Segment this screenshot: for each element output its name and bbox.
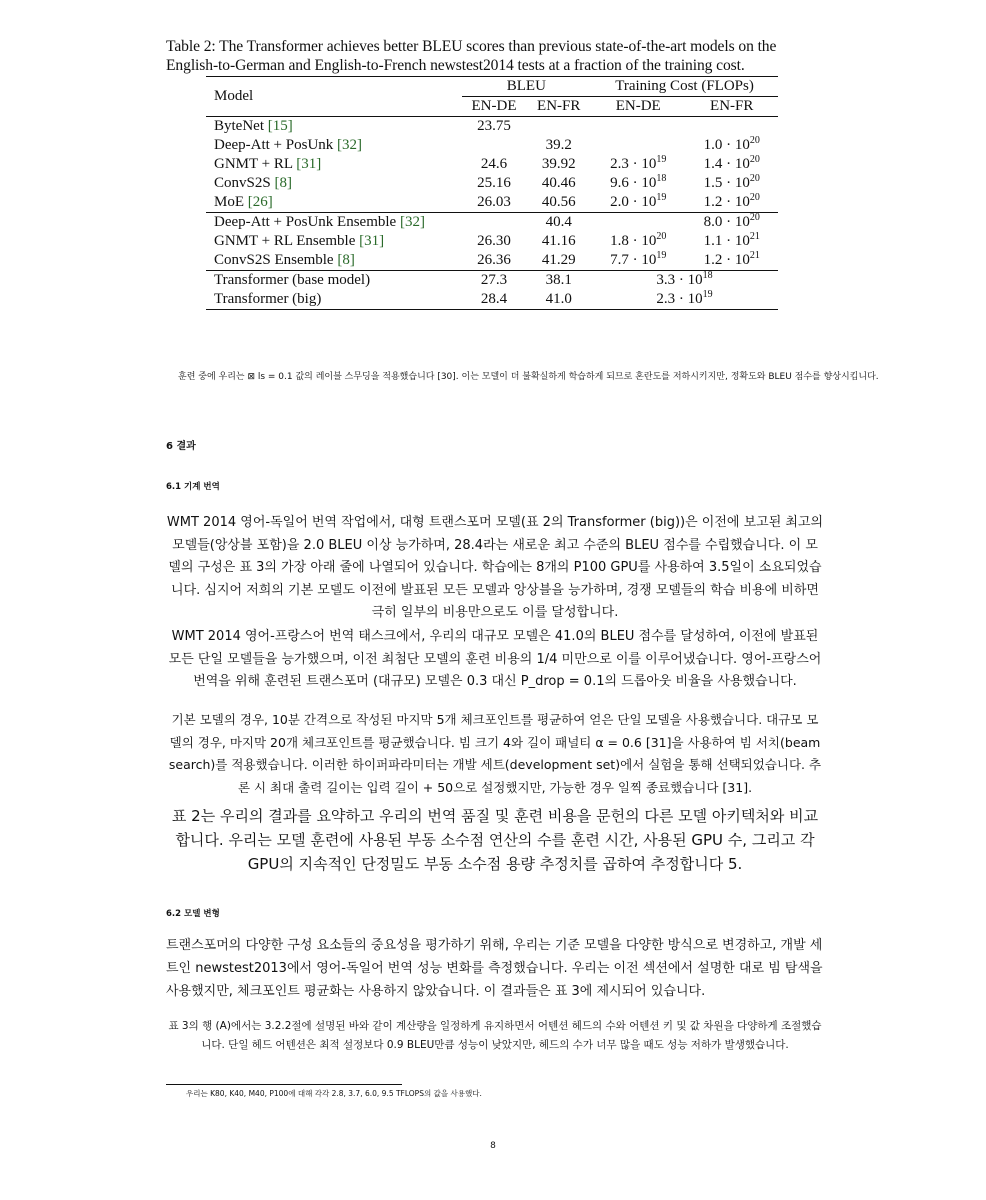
model-name: ConvS2S [ 8 ]	[206, 174, 462, 193]
table-row	[206, 136, 778, 155]
model-name: MoE [ 26 ]	[206, 193, 462, 213]
citation-link[interactable]: [ 8 ]	[337, 252, 355, 268]
label-smoothing-note: 훈련 중에 우리는 ⊠ ls = 0.1 값의 레이블 스무딩을 적용했습니다 [30]. 이는 모델이 더 불확실하게 학습하게 되므로 혼란도를 저하시키지만, 정확도와 BLEU 점수를 향상시킵니다.	[178, 372, 879, 382]
cost-en-de	[591, 117, 685, 137]
header-training-cost: Training Cost (FLOPs)	[591, 77, 778, 97]
header-bleu: BLEU	[462, 77, 591, 97]
page-number: 8	[490, 1141, 496, 1151]
bleu-en-de: 24.6	[480, 156, 508, 172]
cost-en-fr: $1.2 \cdot 10^{20}$	[703, 192, 760, 210]
bleu-en-de: 26.36	[477, 252, 511, 268]
bleu-en-de: 26.03	[477, 194, 511, 210]
paragraph: 표 3의 행 (A)에서는 3.2.2절에 설명된 바와 같이 계산량을 일정하게 유지하면서 어텐션 헤드의 수와 어텐션 키 및 값 차원을 다양하게 조절했습니다. 단일 헤드 어텐션은 최적 설정보다 0.9 BLEU만큼 성능이 낮았지만, 헤드의 수가 너무 많을 때도 성능 저하가 발생했습니다.	[168, 1020, 822, 1051]
table-row	[206, 251, 778, 271]
paragraph: 표 2는 우리의 결과를 요약하고 우리의 번역 품질 및 훈련 비용을 문헌의 다른 모델 아키텍처와 비교합니다. 우리는 모델 훈련에 사용된 부동 소수점 연산의 수를 훈련 시간, 사용된 GPU 수, 그리고 각 GPU의 지속적인 단정밀도 부동 소수점 용량 추정치를 곱하여 추정합니다 5.	[171, 807, 819, 873]
cost-en-fr: $1.5 \cdot 10^{20}$	[703, 173, 760, 191]
cost-en-fr: $1.1 \cdot 10^{21}$	[703, 231, 760, 249]
cost-en-fr: $1.2 \cdot 10^{21}$	[703, 250, 760, 268]
cost-en-de: $1.8 \cdot 10^{20}$	[610, 231, 667, 249]
table-row	[206, 174, 778, 193]
header-cost-en-de: EN-DE	[615, 98, 661, 114]
table-row	[206, 271, 778, 291]
bleu-en-fr: 39.92	[541, 156, 576, 172]
cost-en-fr: $1.4 \cdot 10^{20}$	[703, 154, 760, 172]
header-model: Model	[206, 77, 462, 117]
header-cost-en-fr: EN-FR	[710, 98, 754, 114]
table-row	[206, 193, 778, 213]
table-body	[206, 117, 778, 271]
model-name: GNMT + RL Ensemble [ 31 ]	[206, 232, 462, 251]
cost-en-de: $2.3 \cdot 10^{19}$	[610, 154, 667, 172]
paragraph: WMT 2014 영어-독일어 번역 작업에서, 대형 트랜스포머 모델(표 2의 Transformer (big))은 이전에 보고된 최고의 모델들(앙상블 포함)을 2.0 BLEU 이상 능가하며, 28.4라는 새로운 최고 수준의 BLEU 점수를 수립했습니다. 이 모델의 구성은 표 3의 가장 아래 줄에 나열되어 있습니다. 학습에는 8개의 P100 GPU를 사용하여 3.5일이 소요되었습니다. 심지어 저희의 기본 모델도 이전에 발표된 모든 모델과 앙상블을 능가하며, 경쟁 모델들의 학습 비용에 비하면 극히 일부의 비용만으로도 이를 달성합니다.	[166, 515, 824, 620]
model-name: Deep-Att + PosUnk [ 32 ]	[206, 136, 462, 155]
model-name: ConvS2S Ensemble [ 8 ]	[206, 251, 462, 271]
table-row	[206, 117, 778, 137]
training-cost: $3.3 \cdot 10^{18}$	[591, 271, 778, 291]
header-bleu-en-fr: EN-FR	[537, 98, 581, 114]
model-name: Transformer (big)	[206, 290, 462, 310]
bleu-en-fr: 41.16	[541, 233, 576, 249]
bleu-en-de	[462, 213, 527, 233]
footnote-rule	[166, 1084, 402, 1085]
bleu-en-de: 25.16	[477, 175, 511, 191]
cost-en-de	[591, 136, 685, 155]
citation-link[interactable]: [ 32 ]	[337, 137, 362, 153]
cost-en-fr: $8.0 \cdot 10^{20}$	[685, 213, 778, 233]
header-bleu-en-de: EN-DE	[471, 98, 517, 114]
table-row	[206, 155, 778, 174]
model-name: Transformer (base model)	[206, 271, 462, 291]
bleu-en-fr	[526, 117, 591, 137]
bleu-en-fr: 40.56	[541, 194, 576, 210]
subsection-heading-model-variations: 6.2 모델 변형	[166, 909, 220, 919]
bleu-en-de: 27.3	[462, 271, 527, 291]
subsection-heading-machine-translation: 6.1 기계 번역	[166, 482, 220, 492]
cost-en-de: $7.7 \cdot 10^{19}$	[610, 250, 667, 268]
bleu-en-fr: 40.4	[526, 213, 591, 233]
model-name: ByteNet [ 15 ]	[206, 117, 462, 137]
bleu-en-fr: 38.1	[526, 271, 591, 291]
citation-link[interactable]: [ 15 ]	[268, 118, 293, 134]
model-name: Deep-Att + PosUnk Ensemble [ 32 ]	[206, 213, 462, 233]
section-heading-results: 6 결과	[166, 441, 196, 452]
cost-en-fr	[685, 117, 778, 137]
bleu-en-fr: 41.29	[541, 252, 576, 268]
table-row	[206, 213, 778, 233]
citation-link[interactable]: [ 31 ]	[296, 156, 321, 172]
table-row	[206, 232, 778, 251]
paragraph: WMT 2014 영어-프랑스어 번역 태스크에서, 우리의 대규모 모델은 41.0의 BLEU 점수를 달성하여, 이전에 발표된 모든 단일 모델들을 능가했으며, 이전 최첨단 모델의 훈련 비용의 1/4 미만으로 이를 이루어냈습니다. 영어-프랑스어 번역을 위해 훈련된 트랜스포머 (대규모) 모델은 0.3 대신 P_drop = 0.1의 드롭아웃 비율을 사용했습니다.	[168, 629, 822, 689]
cost-en-de	[591, 213, 685, 233]
bleu-en-fr: 41.0	[526, 290, 591, 310]
table-header-row	[206, 77, 778, 97]
citation-link[interactable]: [ 31 ]	[359, 233, 384, 249]
bleu-en-de: 26.30	[477, 233, 511, 249]
citation-link[interactable]: [ 8 ]	[274, 175, 292, 191]
table-row	[206, 290, 778, 310]
citation-link[interactable]: [ 26 ]	[248, 194, 273, 210]
bleu-en-fr: 39.2	[545, 137, 572, 153]
model-name: GNMT + RL [ 31 ]	[206, 155, 462, 174]
paragraph: 트랜스포머의 다양한 구성 요소들의 중요성을 평가하기 위해, 우리는 기준 모델을 다양한 방식으로 변경하고, 개발 세트인 newstest2013에서 영어-독일어 번역 성능 변화를 측정했습니다. 우리는 이전 섹션에서 설명한 대로 빔 탐색을 사용했지만, 체크포인트 평균화는 사용하지 않았습니다. 이 결과들은 표 3에 제시되어 있습니다.	[166, 938, 823, 999]
footnote: 우리는 K80, K40, M40, P100에 대해 각각 2.8, 3.7, 6.0, 9.5 TFLOPS의 값을 사용했다.	[186, 1089, 482, 1098]
bleu-en-de: 28.4	[462, 290, 527, 310]
training-cost: $2.3 \cdot 10^{19}$	[591, 290, 778, 310]
cost-en-de: $2.0 \cdot 10^{19}$	[610, 192, 667, 210]
cost-en-de: $9.6 \cdot 10^{18}$	[610, 173, 667, 191]
bleu-en-fr: 40.46	[541, 175, 576, 191]
paragraph: 기본 모델의 경우, 10분 간격으로 작성된 마지막 5개 체크포인트를 평균하여 얻은 단일 모델을 사용했습니다. 대규모 모델의 경우, 마지막 20개 체크포인트를 평균했습니다. 빔 크기 4와 길이 패널티 α = 0.6 [31]을 사용하여 빔 서치(beam search)를 적용했습니다. 이러한 하이퍼파라미터는 개발 세트(development set)에서 실험을 통해 선택되었습니다. 추론 시 최대 출력 길이는 입력 길이 + 50으로 설정했지만, 가능한 경우 일찍 종료했습니다 [31].	[168, 712, 822, 795]
bleu-en-de: 23.75	[462, 117, 527, 137]
results-table	[206, 76, 778, 310]
bleu-en-de	[462, 136, 527, 155]
cost-en-fr: $1.0 \cdot 10^{20}$	[703, 135, 760, 153]
table-caption: Table 2: The Transformer achieves better BLEU scores than previous state-of-the-art models on the English-to-German and English-to-French newstest2014 tests at a fraction of the training cost.	[166, 38, 777, 74]
citation-link[interactable]: [ 32 ]	[400, 214, 425, 230]
